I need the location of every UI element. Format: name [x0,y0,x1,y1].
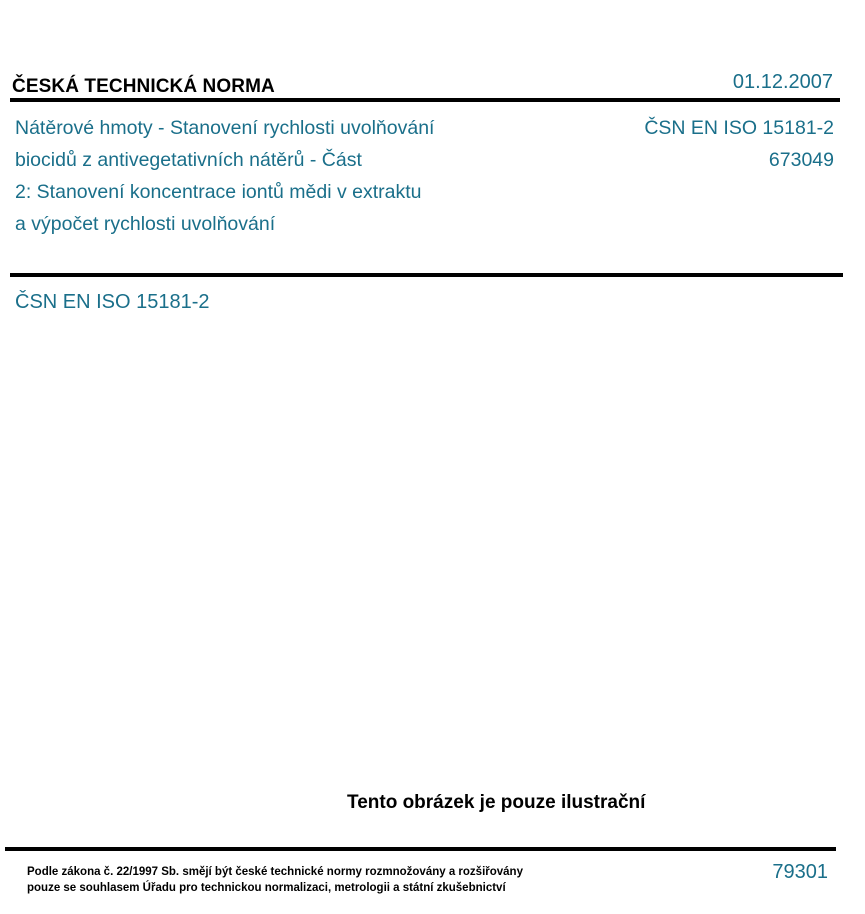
class-number: 673049 [768,149,834,171]
document-header-title: ČESKÁ TECHNICKÁ NORMA [12,76,275,97]
section-rule [10,273,843,277]
footer-legal-line-1: Podle zákona č. 22/1997 Sb. smějí být české technické normy rozmnožovány a rozšiřovány [27,866,523,878]
norm-title-line-3: 2: Stanovení koncentrace iontů mědi v extraktu [15,181,422,203]
norm-designation-repeat: ČSN EN ISO 15181-2 [15,291,210,313]
footer-legal-line-2: pouze se souhlasem Úřadu pro technickou normalizaci, metrologii a státní zkušebnictví [27,882,506,894]
catalog-number: 79301 [772,861,828,883]
norm-title-line-4: a výpočet rychlosti uvolňování [15,213,276,235]
issue-date: 01.12.2007 [732,71,833,93]
header-rule [10,98,840,102]
footer-rule [5,847,836,851]
footer-legal-notice [27,864,523,896]
norm-title-line-2: biocidů z antivegetativních nátěrů - Část [15,149,362,171]
norm-title-line-1: Nátěrové hmoty - Stanovení rychlosti uvolňování [15,117,435,139]
illustration-disclaimer: Tento obrázek je pouze ilustrační [347,792,646,813]
norm-designation: ČSN EN ISO 15181-2 [644,117,834,139]
